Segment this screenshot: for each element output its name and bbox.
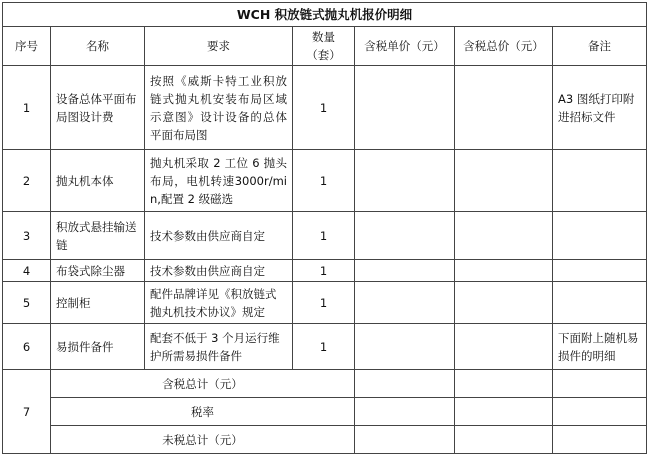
row-quantity: 1 — [293, 282, 355, 324]
summary-value-tax-included-total — [355, 370, 455, 398]
table-row — [3, 150, 647, 212]
summary-empty — [455, 426, 553, 454]
row-name: 设备总体平面布局图设计费 — [51, 66, 145, 150]
row-no: 1 — [3, 66, 51, 150]
row-unit-price — [355, 282, 455, 324]
row-note: A3 图纸打印附进招标文件 — [553, 66, 647, 150]
row-unit-price — [355, 212, 455, 260]
row-requirement: 配件品牌详见《积放链式抛丸机技术协议》规定 — [145, 282, 293, 324]
summary-empty — [553, 370, 647, 398]
row-no: 3 — [3, 212, 51, 260]
row-note — [553, 282, 647, 324]
table-title: WCH 积放链式抛丸机报价明细 — [3, 3, 647, 27]
row-no: 6 — [3, 324, 51, 370]
summary-empty — [455, 398, 553, 426]
row-note: 下面附上随机易损件的明细 — [553, 324, 647, 370]
row-quantity: 1 — [293, 66, 355, 150]
summary-label-tax-excluded-total: 未税总计（元） — [51, 426, 355, 454]
table-row — [3, 282, 647, 324]
row-note — [553, 260, 647, 282]
row-unit-price — [355, 260, 455, 282]
summary-row — [3, 398, 647, 426]
row-total-price — [455, 260, 553, 282]
summary-empty — [553, 426, 647, 454]
header-note: 备注 — [553, 27, 647, 66]
row-total-price — [455, 150, 553, 212]
row-total-price — [455, 324, 553, 370]
header-no: 序号 — [3, 27, 51, 66]
row-requirement: 技术参数由供应商自定 — [145, 260, 293, 282]
row-quantity: 1 — [293, 150, 355, 212]
summary-label-tax-included-total: 含税总计（元） — [51, 370, 355, 398]
summary-empty — [455, 370, 553, 398]
summary-empty — [553, 398, 647, 426]
row-requirement: 按照《威斯卡特工业积放链式抛丸机安装布局区域示意图》设计设备的总体平面布局图 — [145, 66, 293, 150]
row-name: 易损件备件 — [51, 324, 145, 370]
row-no: 2 — [3, 150, 51, 212]
row-note — [553, 212, 647, 260]
row-note — [553, 150, 647, 212]
summary-no: 7 — [3, 370, 51, 454]
row-unit-price — [355, 324, 455, 370]
header-unit-price: 含税单价（元） — [355, 27, 455, 66]
row-name: 布袋式除尘器 — [51, 260, 145, 282]
row-quantity: 1 — [293, 324, 355, 370]
row-unit-price — [355, 150, 455, 212]
summary-row — [3, 370, 647, 398]
row-quantity: 1 — [293, 212, 355, 260]
row-no: 5 — [3, 282, 51, 324]
header-quantity: 数量（套） — [293, 27, 355, 66]
row-total-price — [455, 212, 553, 260]
row-no: 4 — [3, 260, 51, 282]
row-requirement: 配套不低于 3 个月运行维护所需易损件备件 — [145, 324, 293, 370]
header-total-price: 含税总价（元） — [455, 27, 553, 66]
row-name: 抛丸机本体 — [51, 150, 145, 212]
row-requirement: 抛丸机采取 2 工位 6 抛头布局，电机转速3000r/min,配置 2 级磁选 — [145, 150, 293, 212]
header-name: 名称 — [51, 27, 145, 66]
row-name: 控制柜 — [51, 282, 145, 324]
row-total-price — [455, 282, 553, 324]
summary-label-tax-rate: 税率 — [51, 398, 355, 426]
header-requirement: 要求 — [145, 27, 293, 66]
row-total-price — [455, 66, 553, 150]
table-row — [3, 324, 647, 370]
row-quantity: 1 — [293, 260, 355, 282]
table-row — [3, 66, 647, 150]
summary-row — [3, 426, 647, 454]
row-name: 积放式悬挂输送链 — [51, 212, 145, 260]
summary-value-tax-excluded-total — [355, 426, 455, 454]
quotation-table — [2, 2, 647, 454]
table-row — [3, 212, 647, 260]
summary-value-tax-rate — [355, 398, 455, 426]
row-requirement: 技术参数由供应商自定 — [145, 212, 293, 260]
table-row — [3, 260, 647, 282]
row-unit-price — [355, 66, 455, 150]
